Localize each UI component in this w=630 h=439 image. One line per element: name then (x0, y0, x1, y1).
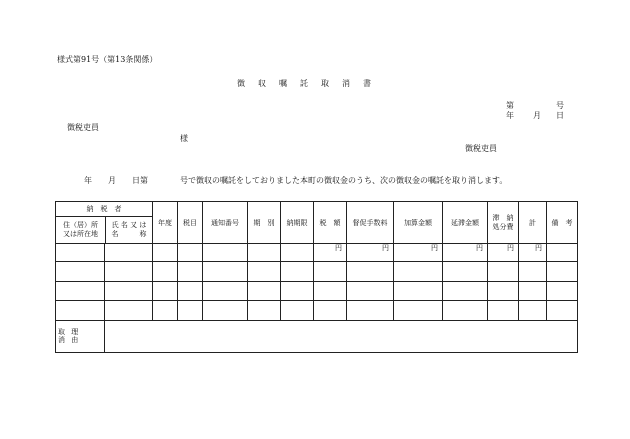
unit-label: 円 (314, 244, 347, 262)
column-header-additional-amount: 加算金額 (394, 202, 443, 244)
column-header-demand-fee: 督促手数料 (347, 202, 394, 244)
column-header-due-date: 納期限 (281, 202, 314, 244)
unit-label: 円 (443, 244, 488, 262)
column-header-remarks: 備 考 (547, 202, 578, 244)
unit-label: 円 (519, 244, 547, 262)
cancellation-reason-field[interactable] (105, 320, 578, 352)
form-number: 様式第91号（第13条関係） (57, 55, 158, 64)
column-header-total: 計 (519, 202, 547, 244)
taxpayer-header (56, 202, 153, 244)
name-header-line2: 名 称 (111, 229, 147, 238)
name-header-line1: 氏 名 又 は (111, 221, 147, 230)
addressee-role: 徴税吏員 (67, 123, 99, 132)
body-month: 月 (108, 176, 116, 185)
unit-label: 円 (394, 244, 443, 262)
unit-label: 円 (347, 244, 394, 262)
address-header-line2: 又は所在地 (63, 229, 98, 238)
body-text: 号で徴収の嘱託をしておりました本町の徴収金のうち、次の徴収金の嘱託を取り消します。 (180, 176, 508, 185)
table-row (56, 261, 578, 281)
column-header-disposal-fee (488, 202, 519, 244)
cancellation-reason-label (56, 320, 105, 352)
reference-number-suffix: 号 (556, 101, 564, 110)
table-row (56, 301, 578, 321)
sender-role: 徴税吏員 (465, 144, 497, 153)
column-header-tax-amount: 税 額 (314, 202, 347, 244)
date-month: 月 (533, 111, 541, 120)
disposal-fee-line2: 処分費 (492, 222, 514, 231)
column-header-late-fee: 延滞金額 (443, 202, 488, 244)
column-header-period: 期 別 (248, 202, 281, 244)
taxpayer-group-label: 納 税 者 (56, 203, 152, 217)
date-day: 日 (556, 111, 564, 120)
reason-label-line2: 消 由 (58, 336, 81, 345)
tax-collection-table (55, 201, 578, 353)
reference-number-prefix: 第 (506, 101, 514, 110)
cancellation-reason-row (56, 320, 578, 352)
address-header-line1: 住（居）所 (63, 221, 98, 230)
body-year: 年 (84, 176, 92, 185)
date-year: 年 (506, 111, 514, 120)
reason-label-line1: 取 理 (58, 328, 81, 337)
column-header-tax-item: 税目 (178, 202, 203, 244)
column-header-notice-number: 通知番号 (203, 202, 248, 244)
addressee-honorific: 様 (180, 134, 188, 143)
table-header-row (56, 202, 578, 244)
unit-label: 円 (488, 244, 519, 262)
disposal-fee-line1: 滞 納 (492, 214, 514, 223)
column-header-fiscal-year: 年度 (153, 202, 178, 244)
document-title: 徴収嘱託取消書 (237, 79, 384, 88)
table-row (56, 281, 578, 301)
body-day-number: 日第 (132, 176, 148, 185)
table-unit-row (56, 244, 578, 262)
